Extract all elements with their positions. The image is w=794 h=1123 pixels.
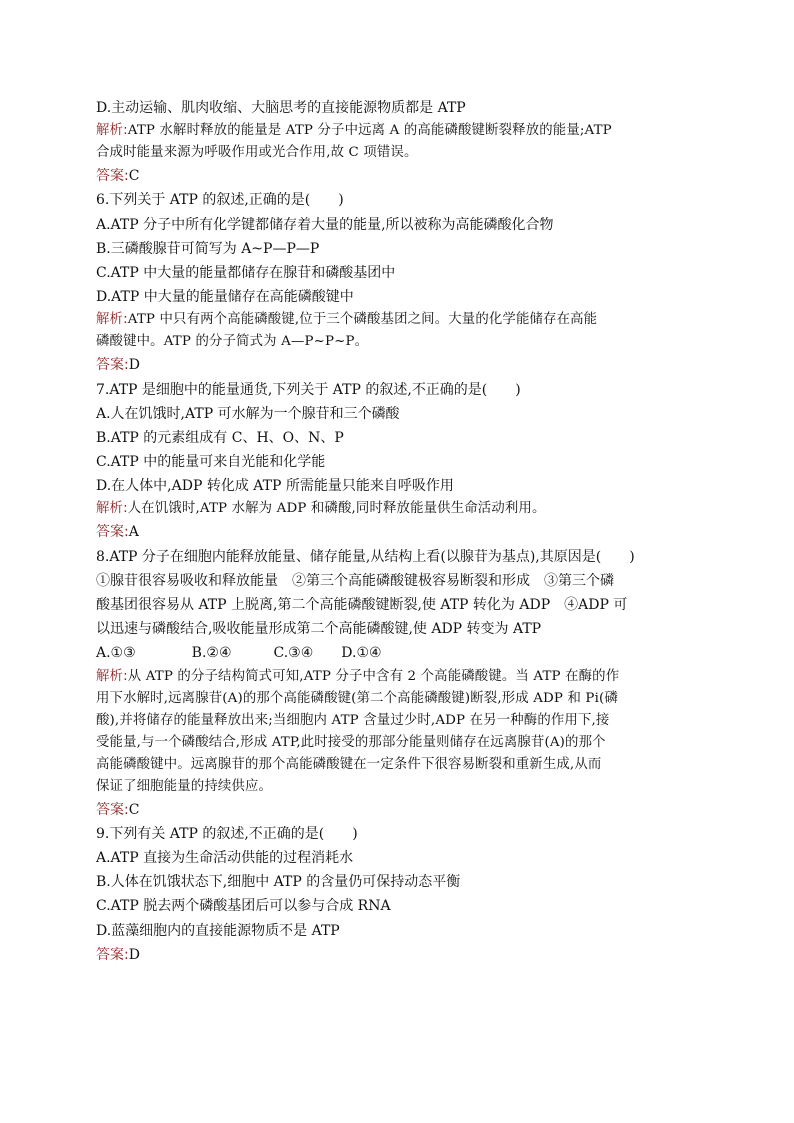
answer-label: 答案: <box>96 946 129 963</box>
q8-stem-line-1: 8.ATP 分子在细胞内能释放能量、储存能量,从结构上看(以腺苷为基点),其原因是( ) <box>96 548 635 565</box>
answer-label: 答案: <box>96 357 129 374</box>
q6-option-a: A.ATP 分子中所有化学键都储存着大量的能量,所以被称为高能磷酸化合物 <box>96 216 554 233</box>
q9-option-d: D.蓝藻细胞内的直接能源物质不是 ATP <box>96 922 340 939</box>
answer-label: 答案: <box>96 524 129 541</box>
explanation-label: 解析: <box>96 501 128 517</box>
q6-explanation-line-1: 解析:ATP 中只有两个高能磷酸键,位于三个磷酸基团之间。大量的化学能储存在高能 <box>96 312 598 328</box>
q7-stem: 7.ATP 是细胞中的能量通货,下列关于 ATP 的叙述,不正确的是( ) <box>96 381 521 398</box>
q8-explanation-line-5: 高能磷酸键中。远离腺苷的那个高能磷酸键在一定条件下很容易断裂和重新生成,从而 <box>96 756 602 772</box>
q8-stem-line-4: 以迅速与磷酸结合,吸收能量形成第二个高能磷酸键,使 ADP 转变为 ATP <box>96 621 542 638</box>
q8-explanation-line-2: 用下水解时,远离腺苷(A)的那个高能磷酸键(第二个高能磷酸键)断裂,形成 ADP 和 Pi(磷 <box>96 690 618 706</box>
q8-options: A.①③ B.②④ C.③④ D.①④ <box>96 645 382 662</box>
q8-answer: 答案:C <box>96 801 140 818</box>
q7-option-b: B.ATP 的元素组成有 C、H、O、N、P <box>96 429 344 446</box>
q7-option-c: C.ATP 中的能量可来自光能和化学能 <box>96 454 326 471</box>
q8-stem-line-2: ①腺苷很容易吸收和释放能量 ②第三个高能磷酸键极容易断裂和形成 ③第三个磷 <box>96 572 614 589</box>
q6-answer: 答案:D <box>96 357 140 374</box>
q6-option-b: B.三磷酸腺苷可简写为 A~P—P—P <box>96 240 320 257</box>
q6-stem: 6.下列关于 ATP 的叙述,正确的是( ) <box>96 192 344 209</box>
explanation-label: 解析: <box>96 668 128 684</box>
q8-explanation-line-6: 保证了细胞能量的持续供应。 <box>96 778 273 794</box>
q5-explanation-line-1: 解析:ATP 水解时释放的能量是 ATP 分子中远离 A 的高能磷酸键断裂释放的能量;ATP <box>96 123 612 139</box>
q6-explanation-line-2: 磷酸键中。ATP 的分子简式为 A—P~P~P。 <box>96 334 369 350</box>
q5-option-d: D.主动运输、肌肉收缩、大脑思考的直接能源物质都是 ATP <box>96 100 466 116</box>
q9-option-c: C.ATP 脱去两个磷酸基团后可以参与合成 RNA <box>96 898 391 915</box>
q7-explanation-line-1: 解析:人在饥饿时,ATP 水解为 ADP 和磷酸,同时释放能量供生命活动利用。 <box>96 501 546 517</box>
q7-option-d: D.在人体中,ADP 转化成 ATP 所需能量只能来自呼吸作用 <box>96 478 454 495</box>
q6-option-d: D.ATP 中大量的能量储存在高能磷酸键中 <box>96 289 354 306</box>
answer-label: 答案: <box>96 168 129 185</box>
answer-label: 答案: <box>96 801 129 818</box>
q5-answer: 答案:C <box>96 168 140 185</box>
q8-explanation-line-1: 解析:从 ATP 的分子结构简式可知,ATP 分子中含有 2 个高能磷酸键。当 ATP 在酶的作 <box>96 668 620 684</box>
q8-explanation-line-4: 受能量,与一个磷酸结合,形成 ATP,此时接受的那部分能量则储存在远离腺苷(A)的那个 <box>96 734 606 750</box>
explanation-label: 解析: <box>96 312 128 328</box>
q6-option-c: C.ATP 中大量的能量都储存在腺苷和磷酸基团中 <box>96 264 396 281</box>
document-page <box>96 96 706 967</box>
q7-answer: 答案:A <box>96 524 139 541</box>
q9-answer: 答案:D <box>96 946 140 963</box>
q9-stem: 9.下列有关 ATP 的叙述,不正确的是( ) <box>96 825 358 842</box>
q8-stem-line-3: 酸基团很容易从 ATP 上脱离,第二个高能磷酸键断裂,使 ATP 转化为 ADP ④ADP 可 <box>96 597 628 613</box>
explanation-label: 解析: <box>96 123 128 139</box>
q8-explanation-line-3: 酸),并将储存的能量释放出来;当细胞内 ATP 含量过少时,ADP 在另一种酶的作用下,接 <box>96 712 610 728</box>
q9-option-a: A.ATP 直接为生命活动供能的过程消耗水 <box>96 849 354 866</box>
q9-option-b: B.人体在饥饿状态下,细胞中 ATP 的含量仍可保持动态平衡 <box>96 874 461 891</box>
q7-option-a: A.人在饥饿时,ATP 可水解为一个腺苷和三个磷酸 <box>96 405 400 422</box>
q5-explanation-line-2: 合成时能量来源为呼吸作用或光合作用,故 C 项错误。 <box>96 145 418 161</box>
